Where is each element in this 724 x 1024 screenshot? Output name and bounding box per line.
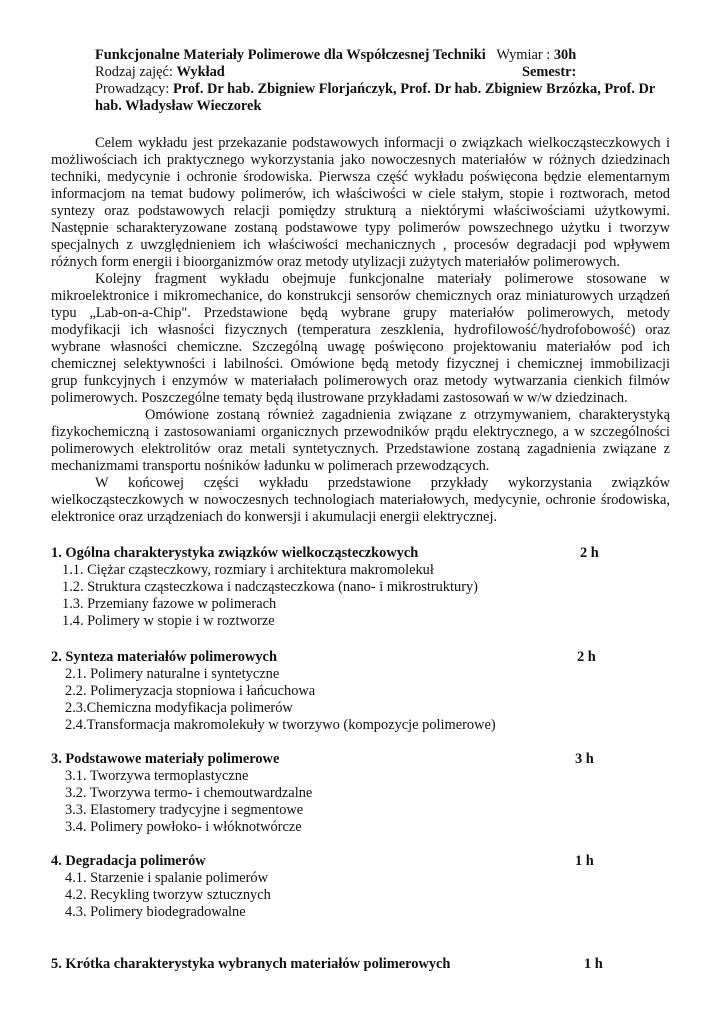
body-text-line: typu „Lab-on-a-Chip". Przedstawione będą wybrane grupy materiałów polimerowych, metody <box>51 305 670 321</box>
lecturers-line <box>95 81 655 98</box>
section-title: 1. Ogólna charakterystyka związków wielkocząsteczkowych <box>51 545 419 561</box>
body-text-line: Kolejny fragment wykładu obejmuje funkcjonalne materiały polimerowe stosowane w <box>95 271 670 287</box>
body-text-line: polimerowych elektrolitów oraz metali syntetycznych. Przedstawione zostaną zagadnienia związane z <box>51 441 670 457</box>
section-item: 1.2. Struktura cząsteczkowa i nadcząsteczkowa (nano- i mikrostruktury) <box>62 579 478 595</box>
body-text-line: W końcowej części wykładu przedstawione przykłady wykorzystania związków <box>95 475 670 491</box>
body-text-line: Omówione zostaną również zagadnienia związane z otrzymywaniem, charakterystyką <box>145 407 670 423</box>
lecturers-label: Prowadzący: <box>95 81 170 97</box>
body-text-line: możliwościach ich praktycznego wykorzystania jako nowoczesnych materiałów w różnych dziedzinach <box>51 152 670 168</box>
body-text-line: grup funkcyjnych i enzymów w materiałach polimerowych oraz metody wytwarzania cienkich filmów <box>51 373 670 389</box>
body-text-line: techniki, medycynie i ochronie środowiska. Pierwsza część wykładu poświęcona będzie elementarnym <box>51 169 670 185</box>
body-text-line: syntezy oraz podstawowych relacji pomiędzy strukturą a niektórymi właściwościami użytkowymi. <box>51 203 670 219</box>
body-text-line: Następnie scharakteryzowane zostaną podstawowe typy polimerów powszechnego użytku i tworzyw <box>51 220 670 236</box>
body-text-line: elektronice oraz urządzeniach do konwersji i akumulacji energii elektrycznej. <box>51 509 498 525</box>
body-text-line: mikroelektronice i mikromechanice, do konstrukcji sensorów chemicznych oraz miniaturowych urządzeń <box>51 288 670 304</box>
section-title: 5. Krótka charakterystyka wybranych materiałów polimerowych <box>51 956 451 972</box>
body-text-line: modyfikacji ich własności fizycznych (temperatura zeszklenia, hydrofilowość/hydrofobowość) oraz <box>51 322 670 338</box>
section-item: 2.2. Polimeryzacja stopniowa i łańcuchowa <box>65 683 316 699</box>
section-title: 2. Synteza materiałów polimerowych <box>51 649 277 665</box>
section-item: 3.1. Tworzywa termoplastyczne <box>65 768 249 784</box>
section-item: 3.3. Elastomery tradycyjne i segmentowe <box>65 802 304 818</box>
section-item: 3.2. Tworzywa termo- i chemoutwardzalne <box>65 785 313 801</box>
body-text-line: fizykochemiczną i zastosowaniami organicznych przewodników prądu elektrycznego, a w szczególności <box>51 424 670 440</box>
course-type-line <box>95 64 225 81</box>
type-label: Rodzaj zajęć: <box>95 64 173 80</box>
section-title: 3. Podstawowe materiały polimerowe <box>51 751 280 767</box>
section-item: 1.1. Ciężar cząsteczkowy, rozmiary i architektura makromolekuł <box>62 562 434 578</box>
section-item: 1.4. Polimery w stopie i w roztworze <box>62 613 275 629</box>
section-hours: 2 h <box>577 649 596 665</box>
body-text-line: informacjom na temat budowy polimerów, ich właściwości w ciele stałym, stopie i roztworach, metod <box>51 186 670 202</box>
section-title: 4. Degradacja polimerów <box>51 853 206 869</box>
semester-label: Semestr: <box>522 64 577 80</box>
section-item: 2.1. Polimery naturalne i syntetyczne <box>65 666 280 682</box>
body-text-line: polimerowych. Poszczególne tematy będą ilustrowane przykładami zastosowań w w/w dziedzinach. <box>51 390 628 406</box>
hours-label: Wymiar : <box>496 47 551 63</box>
body-text-line: Celem wykładu jest przekazanie podstawowych informacji o związkach wielkocząsteczkowych i <box>95 135 670 151</box>
section-hours: 1 h <box>584 956 603 972</box>
section-item: 1.3. Przemiany fazowe w polimerach <box>62 596 277 612</box>
section-item: 3.4. Polimery powłoko- i włóknotwórcze <box>65 819 302 835</box>
section-hours: 2 h <box>580 545 599 561</box>
body-text-line: specjalnych z uwzględnieniem ich właściwości mechanicznych , procesów degradacji pod wpływem <box>51 237 670 253</box>
body-text-line: mechanizmami transportu nośników ładunku w polimerach przewodzących. <box>51 458 490 474</box>
section-hours: 3 h <box>575 751 594 767</box>
lecturers-names-cont: hab. Władysław Wieczorek <box>95 98 262 114</box>
body-text-line: wybrane własności chemiczne. Szczególną uwagę poświęcono projektowaniu materiałów pod ich <box>51 339 670 355</box>
hours-value: 30h <box>553 47 577 63</box>
section-hours: 1 h <box>575 853 594 869</box>
body-text-line: wielkocząsteczkowych w nowoczesnych technologiach materiałowych, medycynie, ochronie środowiska, <box>51 492 670 508</box>
section-item: 2.3.Chemiczna modyfikacja polimerów <box>65 700 293 716</box>
section-item: 4.1. Starzenie i spalanie polimerów <box>65 870 269 886</box>
body-text-line: chemicznej selektywności i labilności. Omówione będą metody fizycznej i chemicznej immobilizacji <box>51 356 670 372</box>
body-text-line: różnych form energii i bioorganizmów oraz metody utylizacji zużytych materiałów polimerowych. <box>51 254 620 270</box>
section-item: 4.3. Polimery biodegradowalne <box>65 904 246 920</box>
section-item: 2.4.Transformacja makromolekuły w tworzywo (kompozycje polimerowe) <box>65 717 496 733</box>
section-item: 4.2. Recykling tworzyw sztucznych <box>65 887 271 903</box>
course-title: Funkcjonalne Materiały Polimerowe dla Współczesnej Techniki <box>95 47 486 63</box>
course-title-line <box>95 47 576 64</box>
type-value: Wykład <box>176 64 225 80</box>
lecturers-names: Prof. Dr hab. Zbigniew Florjańczyk, Prof. Dr hab. Zbigniew Brzózka, Prof. Dr <box>172 81 656 97</box>
